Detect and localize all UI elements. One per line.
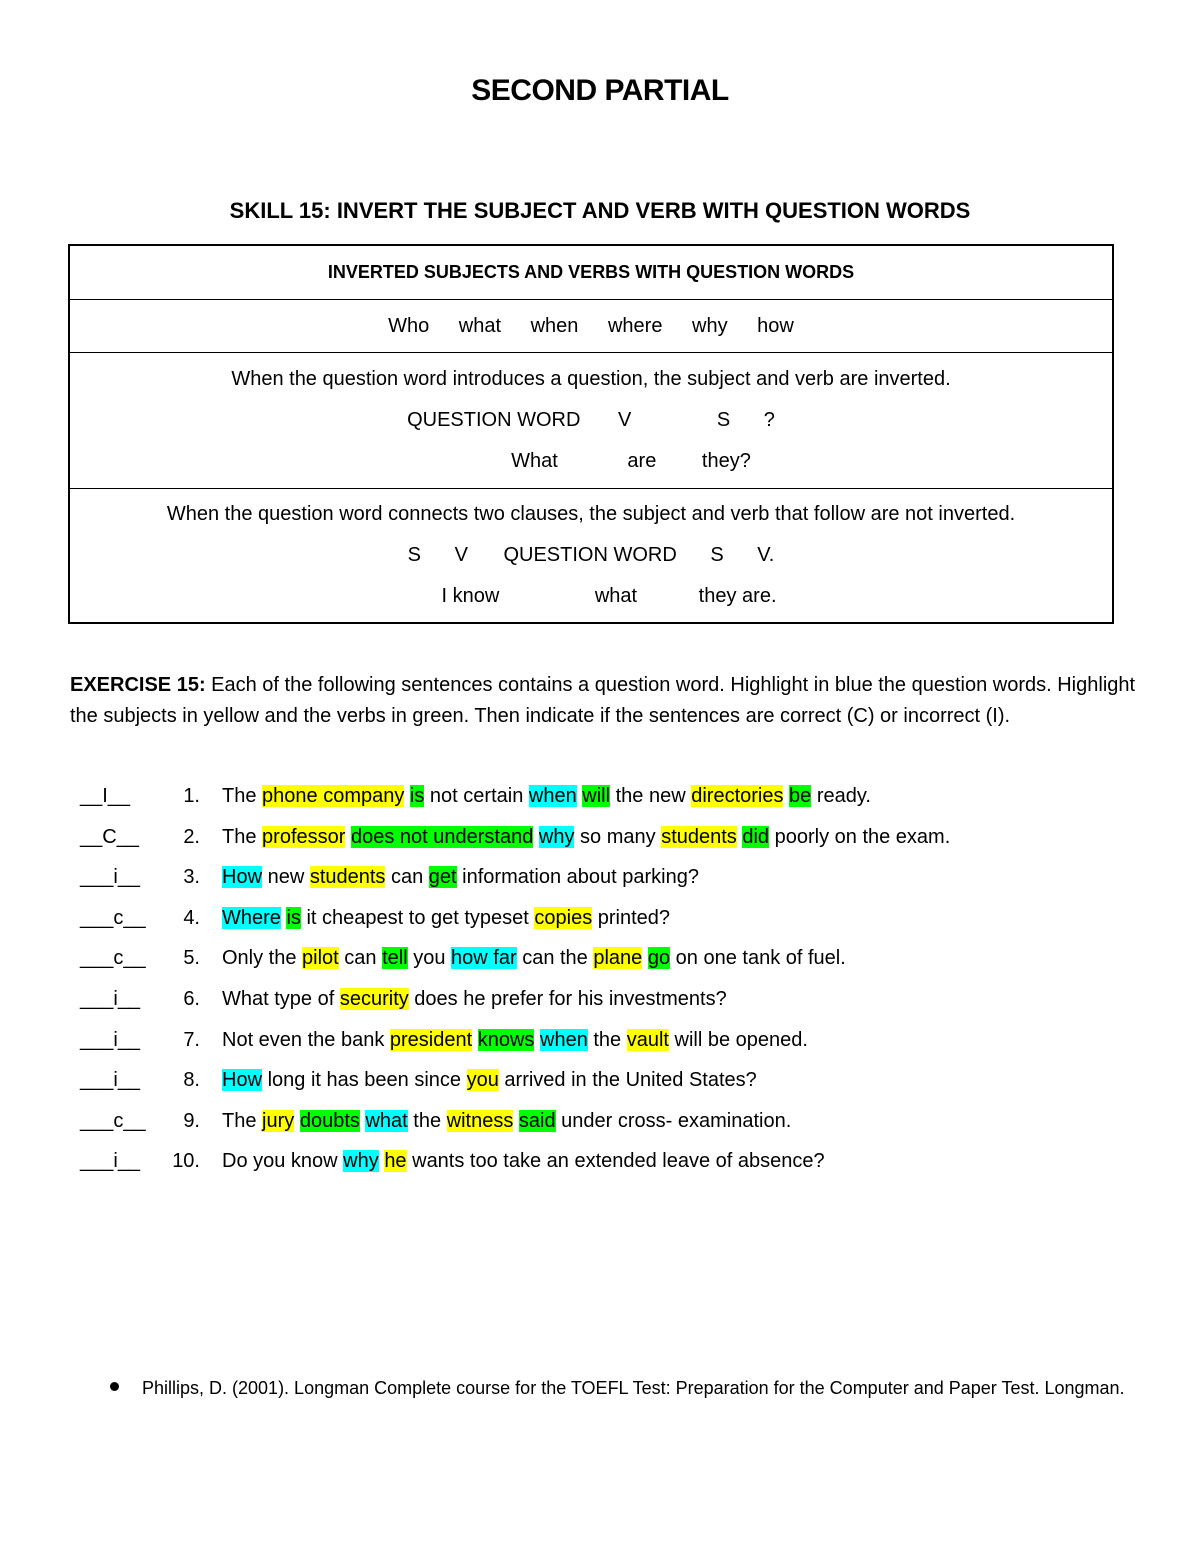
question-words-list <box>70 315 1112 338</box>
example-part: I know <box>441 585 500 607</box>
exercise-item <box>70 981 1170 1022</box>
example-part: what <box>594 585 638 607</box>
sentence <box>222 981 727 1017</box>
subject-highlight: professor <box>262 825 346 848</box>
sentence-text: new <box>262 866 310 889</box>
page-title: SECOND PARTIAL <box>471 74 729 107</box>
rules-table <box>68 244 1114 624</box>
question-word: why <box>692 314 728 337</box>
answer-blank: __C__ <box>80 825 139 848</box>
sentence-text: you <box>407 947 452 970</box>
sentence-text: so many <box>574 825 662 848</box>
formula-part: QUESTION WORD <box>503 544 677 566</box>
question-words-cell <box>69 300 1113 353</box>
answer-blank: ___i__ <box>80 866 141 889</box>
answer-blank: __I__ <box>80 785 131 807</box>
sentence <box>222 1062 757 1098</box>
sentence-text: does he prefer for his investments? <box>408 987 727 1010</box>
table-header: INVERTED SUBJECTS AND VERBS WITH QUESTION WORDS <box>69 245 1113 300</box>
exercise-instructions-text: Each of the following sentences contains a question word. Highlight in blue the question words. Highlight the subjects in yellow and the verbs in green. Then indicate if the sentences are correct (C) or incorrect (I). <box>70 674 1136 727</box>
sentence-text: The <box>222 785 263 807</box>
skill-title: SKILL 15: INVERT THE SUBJECT AND VERB WITH QUESTION WORDS <box>229 198 971 223</box>
sentence-text: information about parking? <box>456 866 699 889</box>
reference-text: Phillips, D. (2001). Longman Complete course for the TOEFL Test: Preparation for the Computer and Paper Test. Longman. <box>142 1378 1125 1398</box>
question-word: Who <box>388 314 430 337</box>
sentence-text: the <box>587 1028 627 1051</box>
item-number: 8. <box>183 1069 200 1092</box>
sentence-text: the <box>407 1109 447 1132</box>
question-word: where <box>607 314 663 337</box>
sentence-text: will be opened. <box>668 1028 808 1051</box>
sentence <box>222 778 871 814</box>
not-inverted-formula <box>70 535 1112 576</box>
verb-highlight: is <box>409 785 425 807</box>
sentence <box>222 1022 808 1058</box>
item-number: 6. <box>183 987 200 1010</box>
sentence-text: under cross- examination. <box>555 1109 792 1132</box>
answer-blank: ___c__ <box>80 906 146 929</box>
subject-highlight: copies <box>534 906 593 929</box>
sentence-text: can <box>385 866 429 889</box>
subject-highlight: students <box>309 866 386 889</box>
question-word-highlight: how far <box>451 947 517 970</box>
exercise-list <box>70 778 1170 1184</box>
example-part: are <box>627 450 657 472</box>
example-part: they are. <box>698 585 777 607</box>
formula-part: S <box>716 409 731 431</box>
exercise-item <box>70 778 1170 819</box>
sentence-text: The <box>222 1109 263 1132</box>
answer-blank: ___i__ <box>80 1150 141 1173</box>
sentence-text: on one tank of fuel. <box>670 947 846 970</box>
sentence <box>222 859 699 895</box>
answer-blank: ___i__ <box>80 1069 141 1092</box>
subject-highlight: jury <box>262 1109 295 1132</box>
not-inverted-example <box>70 576 1112 617</box>
question-word-highlight: what <box>365 1109 408 1132</box>
sentence <box>222 819 950 855</box>
item-number: 9. <box>183 1109 200 1132</box>
inverted-formula <box>70 400 1112 441</box>
example-part: they? <box>701 450 751 472</box>
verb-highlight: said <box>518 1109 556 1132</box>
question-word: how <box>757 314 794 337</box>
exercise-item <box>70 859 1170 900</box>
subject-highlight: you <box>466 1069 499 1092</box>
not-inverted-rule-text: When the question word connects two clauses, the subject and verb that follow are not inverted. <box>166 503 1016 525</box>
subject-highlight: president <box>389 1028 473 1051</box>
formula-part: S <box>407 544 421 566</box>
exercise-item <box>70 940 1170 981</box>
verb-highlight: be <box>789 785 812 807</box>
question-word-highlight: How <box>222 1069 263 1092</box>
question-word-highlight: why <box>343 1150 379 1173</box>
subject-highlight: witness <box>446 1109 514 1132</box>
subject-highlight: students <box>661 825 737 848</box>
subject-highlight: he <box>384 1150 407 1173</box>
sentence-text: Do you know <box>222 1150 344 1173</box>
answer-blank: ___c__ <box>80 1109 146 1132</box>
not-inverted-rule-cell <box>69 489 1113 624</box>
question-word-highlight: How <box>222 866 263 889</box>
verb-highlight: go <box>647 947 671 970</box>
question-word-highlight: Where <box>222 906 281 929</box>
formula-part: S <box>710 544 724 566</box>
exercise-item <box>70 900 1170 941</box>
verb-highlight: knows <box>477 1028 535 1051</box>
sentence-text <box>472 1029 478 1051</box>
inverted-rule-cell <box>69 353 1113 489</box>
inverted-example <box>70 441 1112 482</box>
subject-highlight: phone company <box>262 785 405 807</box>
question-word-highlight: when <box>528 785 577 807</box>
sentence <box>222 1143 825 1179</box>
sentence-text: not certain <box>424 785 529 807</box>
formula-part: ? <box>763 409 775 431</box>
formula-part: V <box>617 409 632 431</box>
item-number: 7. <box>183 1028 200 1051</box>
sentence-text: What type of <box>222 987 340 1010</box>
question-word: when <box>530 314 579 337</box>
subject-highlight: pilot <box>302 947 339 970</box>
question-word: what <box>458 314 502 337</box>
sentence-text: printed? <box>592 906 671 929</box>
sentence-text: can the <box>516 947 594 970</box>
verb-highlight: get <box>428 866 457 889</box>
formula-part: QUESTION WORD <box>407 409 581 431</box>
sentence-text: the new <box>610 785 692 807</box>
exercise-item <box>70 819 1170 860</box>
exercise-label: EXERCISE 15: <box>70 674 206 696</box>
inverted-rule-text: When the question word introduces a question, the subject and verb are inverted. <box>231 368 951 390</box>
answer-blank: ___i__ <box>80 987 141 1010</box>
question-word-highlight: why <box>538 825 575 848</box>
subject-highlight: directories <box>691 785 784 807</box>
verb-highlight: will <box>582 785 611 807</box>
exercise-item <box>70 1022 1170 1063</box>
sentence-text: wants too take an extended leave of absence? <box>406 1150 825 1173</box>
item-number: 4. <box>183 906 200 929</box>
sentence-text: long it has been since <box>262 1069 467 1092</box>
exercise-item <box>70 1143 1170 1184</box>
sentence-text: arrived in the United States? <box>498 1069 757 1092</box>
sentence-text: Not even the bank <box>222 1028 390 1051</box>
sentence <box>222 1103 791 1139</box>
exercise-item <box>70 1103 1170 1144</box>
sentence-text: Only the <box>222 947 303 970</box>
subject-highlight: plane <box>593 947 643 970</box>
reference <box>100 1374 1140 1402</box>
verb-highlight: does not understand <box>350 825 534 848</box>
sentence-text: poorly on the exam. <box>769 825 951 848</box>
example-part: What <box>511 450 558 472</box>
sentence-text: it cheapest to get typeset <box>300 906 535 929</box>
answer-blank: ___c__ <box>80 947 146 970</box>
item-number: 10. <box>172 1150 200 1173</box>
subject-highlight: security <box>339 987 409 1010</box>
item-number: 2. <box>183 825 200 848</box>
sentence-text: The <box>222 825 263 848</box>
exercise-item <box>70 1062 1170 1103</box>
question-word-highlight: when <box>540 1028 588 1051</box>
formula-part: V. <box>757 544 775 566</box>
item-number: 1. <box>183 785 200 807</box>
item-number: 5. <box>183 947 200 970</box>
subject-highlight: vault <box>626 1028 669 1051</box>
answer-blank: ___i__ <box>80 1028 141 1051</box>
formula-part: V <box>454 544 468 566</box>
sentence <box>222 900 670 936</box>
verb-highlight: is <box>286 906 301 929</box>
sentence-text: ready. <box>811 785 871 807</box>
verb-highlight: did <box>742 825 770 848</box>
exercise-instructions <box>70 670 1140 732</box>
verb-highlight: doubts <box>299 1109 360 1132</box>
sentence <box>222 940 846 976</box>
sentence-text: can <box>338 947 383 970</box>
item-number: 3. <box>183 866 200 889</box>
bullet-icon <box>110 1382 119 1391</box>
sentence-text <box>294 1110 300 1132</box>
verb-highlight: tell <box>382 947 408 970</box>
